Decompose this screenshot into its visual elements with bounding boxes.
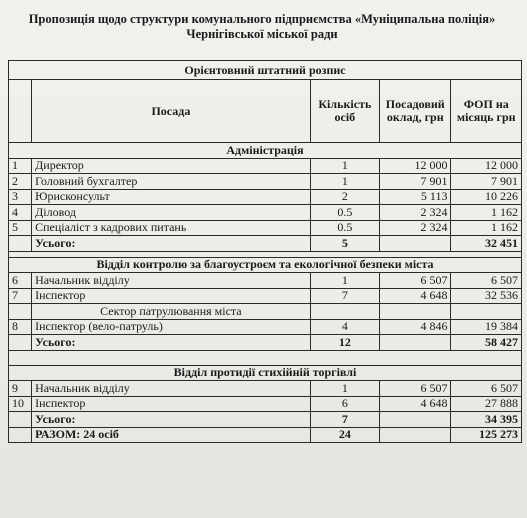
table-caption-row bbox=[9, 61, 522, 80]
row-fop: 19 384 bbox=[451, 319, 522, 335]
total-salary bbox=[380, 335, 451, 351]
gap-cell bbox=[9, 350, 522, 365]
row-fop: 7 901 bbox=[451, 174, 522, 190]
row-position: Діловод bbox=[32, 205, 311, 221]
table-row bbox=[9, 158, 522, 174]
subsection-empty bbox=[310, 304, 379, 320]
table-row bbox=[9, 381, 522, 397]
row-salary: 12 000 bbox=[380, 158, 451, 174]
total-row bbox=[9, 335, 522, 351]
section-gap bbox=[9, 350, 522, 365]
row-position: Інспектор (вело-патруль) bbox=[32, 319, 311, 335]
total-quantity: 7 bbox=[310, 412, 379, 428]
row-num: 10 bbox=[9, 396, 32, 412]
row-quantity: 1 bbox=[310, 273, 379, 289]
total-num bbox=[9, 412, 32, 428]
table-row bbox=[9, 220, 522, 236]
total-label: Усього: bbox=[32, 412, 311, 428]
total-salary bbox=[380, 236, 451, 252]
row-quantity: 0.5 bbox=[310, 220, 379, 236]
subsection-num bbox=[9, 304, 32, 320]
table-row bbox=[9, 174, 522, 190]
subsection-empty bbox=[451, 304, 522, 320]
row-position: Начальник відділу bbox=[32, 273, 311, 289]
total-label: Усього: bbox=[32, 236, 311, 252]
row-num: 6 bbox=[9, 273, 32, 289]
row-num: 4 bbox=[9, 205, 32, 221]
section-row bbox=[9, 143, 522, 159]
total-salary bbox=[380, 412, 451, 428]
row-quantity: 0.5 bbox=[310, 205, 379, 221]
row-fop: 1 162 bbox=[451, 205, 522, 221]
subsection-title: Сектор патрулювання міста bbox=[32, 304, 311, 320]
row-quantity: 1 bbox=[310, 158, 379, 174]
row-fop: 27 888 bbox=[451, 396, 522, 412]
row-num: 5 bbox=[9, 220, 32, 236]
section-row bbox=[9, 365, 522, 381]
row-quantity: 4 bbox=[310, 319, 379, 335]
table-caption: Орієнтовний штатний розпис bbox=[9, 61, 522, 80]
row-quantity: 7 bbox=[310, 288, 379, 304]
header-quantity: Кількість осіб bbox=[310, 80, 379, 143]
document-title: Пропозиція щодо структури комунального підприємства «Муніципальна поліція» Чернігівської міської ради bbox=[28, 12, 496, 41]
row-position: Директор bbox=[32, 158, 311, 174]
total-fop: 58 427 bbox=[451, 335, 522, 351]
row-salary: 6 507 bbox=[380, 273, 451, 289]
row-num: 9 bbox=[9, 381, 32, 397]
total-quantity: 12 bbox=[310, 335, 379, 351]
row-num: 3 bbox=[9, 189, 32, 205]
grand-total-fop: 125 273 bbox=[451, 427, 522, 443]
row-position: Головний бухгалтер bbox=[32, 174, 311, 190]
header-row bbox=[9, 80, 522, 143]
staffing-table bbox=[8, 60, 522, 443]
row-salary: 2 324 bbox=[380, 205, 451, 221]
row-quantity: 2 bbox=[310, 189, 379, 205]
row-position: Інспектор bbox=[32, 288, 311, 304]
table-row bbox=[9, 396, 522, 412]
grand-total-salary bbox=[380, 427, 451, 443]
subsection-row bbox=[9, 304, 522, 320]
table-row bbox=[9, 189, 522, 205]
header-num bbox=[9, 80, 32, 143]
section-title: Адміністрація bbox=[9, 143, 522, 159]
row-fop: 12 000 bbox=[451, 158, 522, 174]
total-row bbox=[9, 236, 522, 252]
section-title: Відділ контролю за благоустроєм та екологічної безпеки міста bbox=[9, 257, 522, 273]
row-position: Юрисконсульт bbox=[32, 189, 311, 205]
row-fop: 6 507 bbox=[451, 273, 522, 289]
section-row bbox=[9, 257, 522, 273]
row-salary: 4 648 bbox=[380, 288, 451, 304]
grand-total-row bbox=[9, 427, 522, 443]
row-salary: 6 507 bbox=[380, 381, 451, 397]
section-title: Відділ протидії стихійній торгівлі bbox=[9, 365, 522, 381]
header-position: Посада bbox=[32, 80, 311, 143]
table-row bbox=[9, 319, 522, 335]
row-num: 1 bbox=[9, 158, 32, 174]
total-num bbox=[9, 335, 32, 351]
table-row bbox=[9, 205, 522, 221]
row-fop: 6 507 bbox=[451, 381, 522, 397]
total-num bbox=[9, 236, 32, 252]
table-row bbox=[9, 288, 522, 304]
row-position: Інспектор bbox=[32, 396, 311, 412]
row-fop: 32 536 bbox=[451, 288, 522, 304]
row-position: Спеціаліст з кадрових питань bbox=[32, 220, 311, 236]
total-fop: 32 451 bbox=[451, 236, 522, 252]
table-row bbox=[9, 273, 522, 289]
grand-total-num bbox=[9, 427, 32, 443]
row-salary: 5 113 bbox=[380, 189, 451, 205]
grand-total-label: РАЗОМ: 24 осіб bbox=[32, 427, 311, 443]
row-quantity: 6 bbox=[310, 396, 379, 412]
row-fop: 10 226 bbox=[451, 189, 522, 205]
row-salary: 2 324 bbox=[380, 220, 451, 236]
header-salary: Посадовий оклад, грн bbox=[380, 80, 451, 143]
total-fop: 34 395 bbox=[451, 412, 522, 428]
row-quantity: 1 bbox=[310, 174, 379, 190]
total-label: Усього: bbox=[32, 335, 311, 351]
subsection-empty bbox=[380, 304, 451, 320]
row-salary: 4 648 bbox=[380, 396, 451, 412]
row-num: 2 bbox=[9, 174, 32, 190]
row-num: 7 bbox=[9, 288, 32, 304]
total-quantity: 5 bbox=[310, 236, 379, 252]
row-quantity: 1 bbox=[310, 381, 379, 397]
row-num: 8 bbox=[9, 319, 32, 335]
total-row bbox=[9, 412, 522, 428]
row-fop: 1 162 bbox=[451, 220, 522, 236]
header-fop: ФОП на місяць грн bbox=[451, 80, 522, 143]
row-position: Начальник відділу bbox=[32, 381, 311, 397]
row-salary: 4 846 bbox=[380, 319, 451, 335]
row-salary: 7 901 bbox=[380, 174, 451, 190]
grand-total-quantity: 24 bbox=[310, 427, 379, 443]
